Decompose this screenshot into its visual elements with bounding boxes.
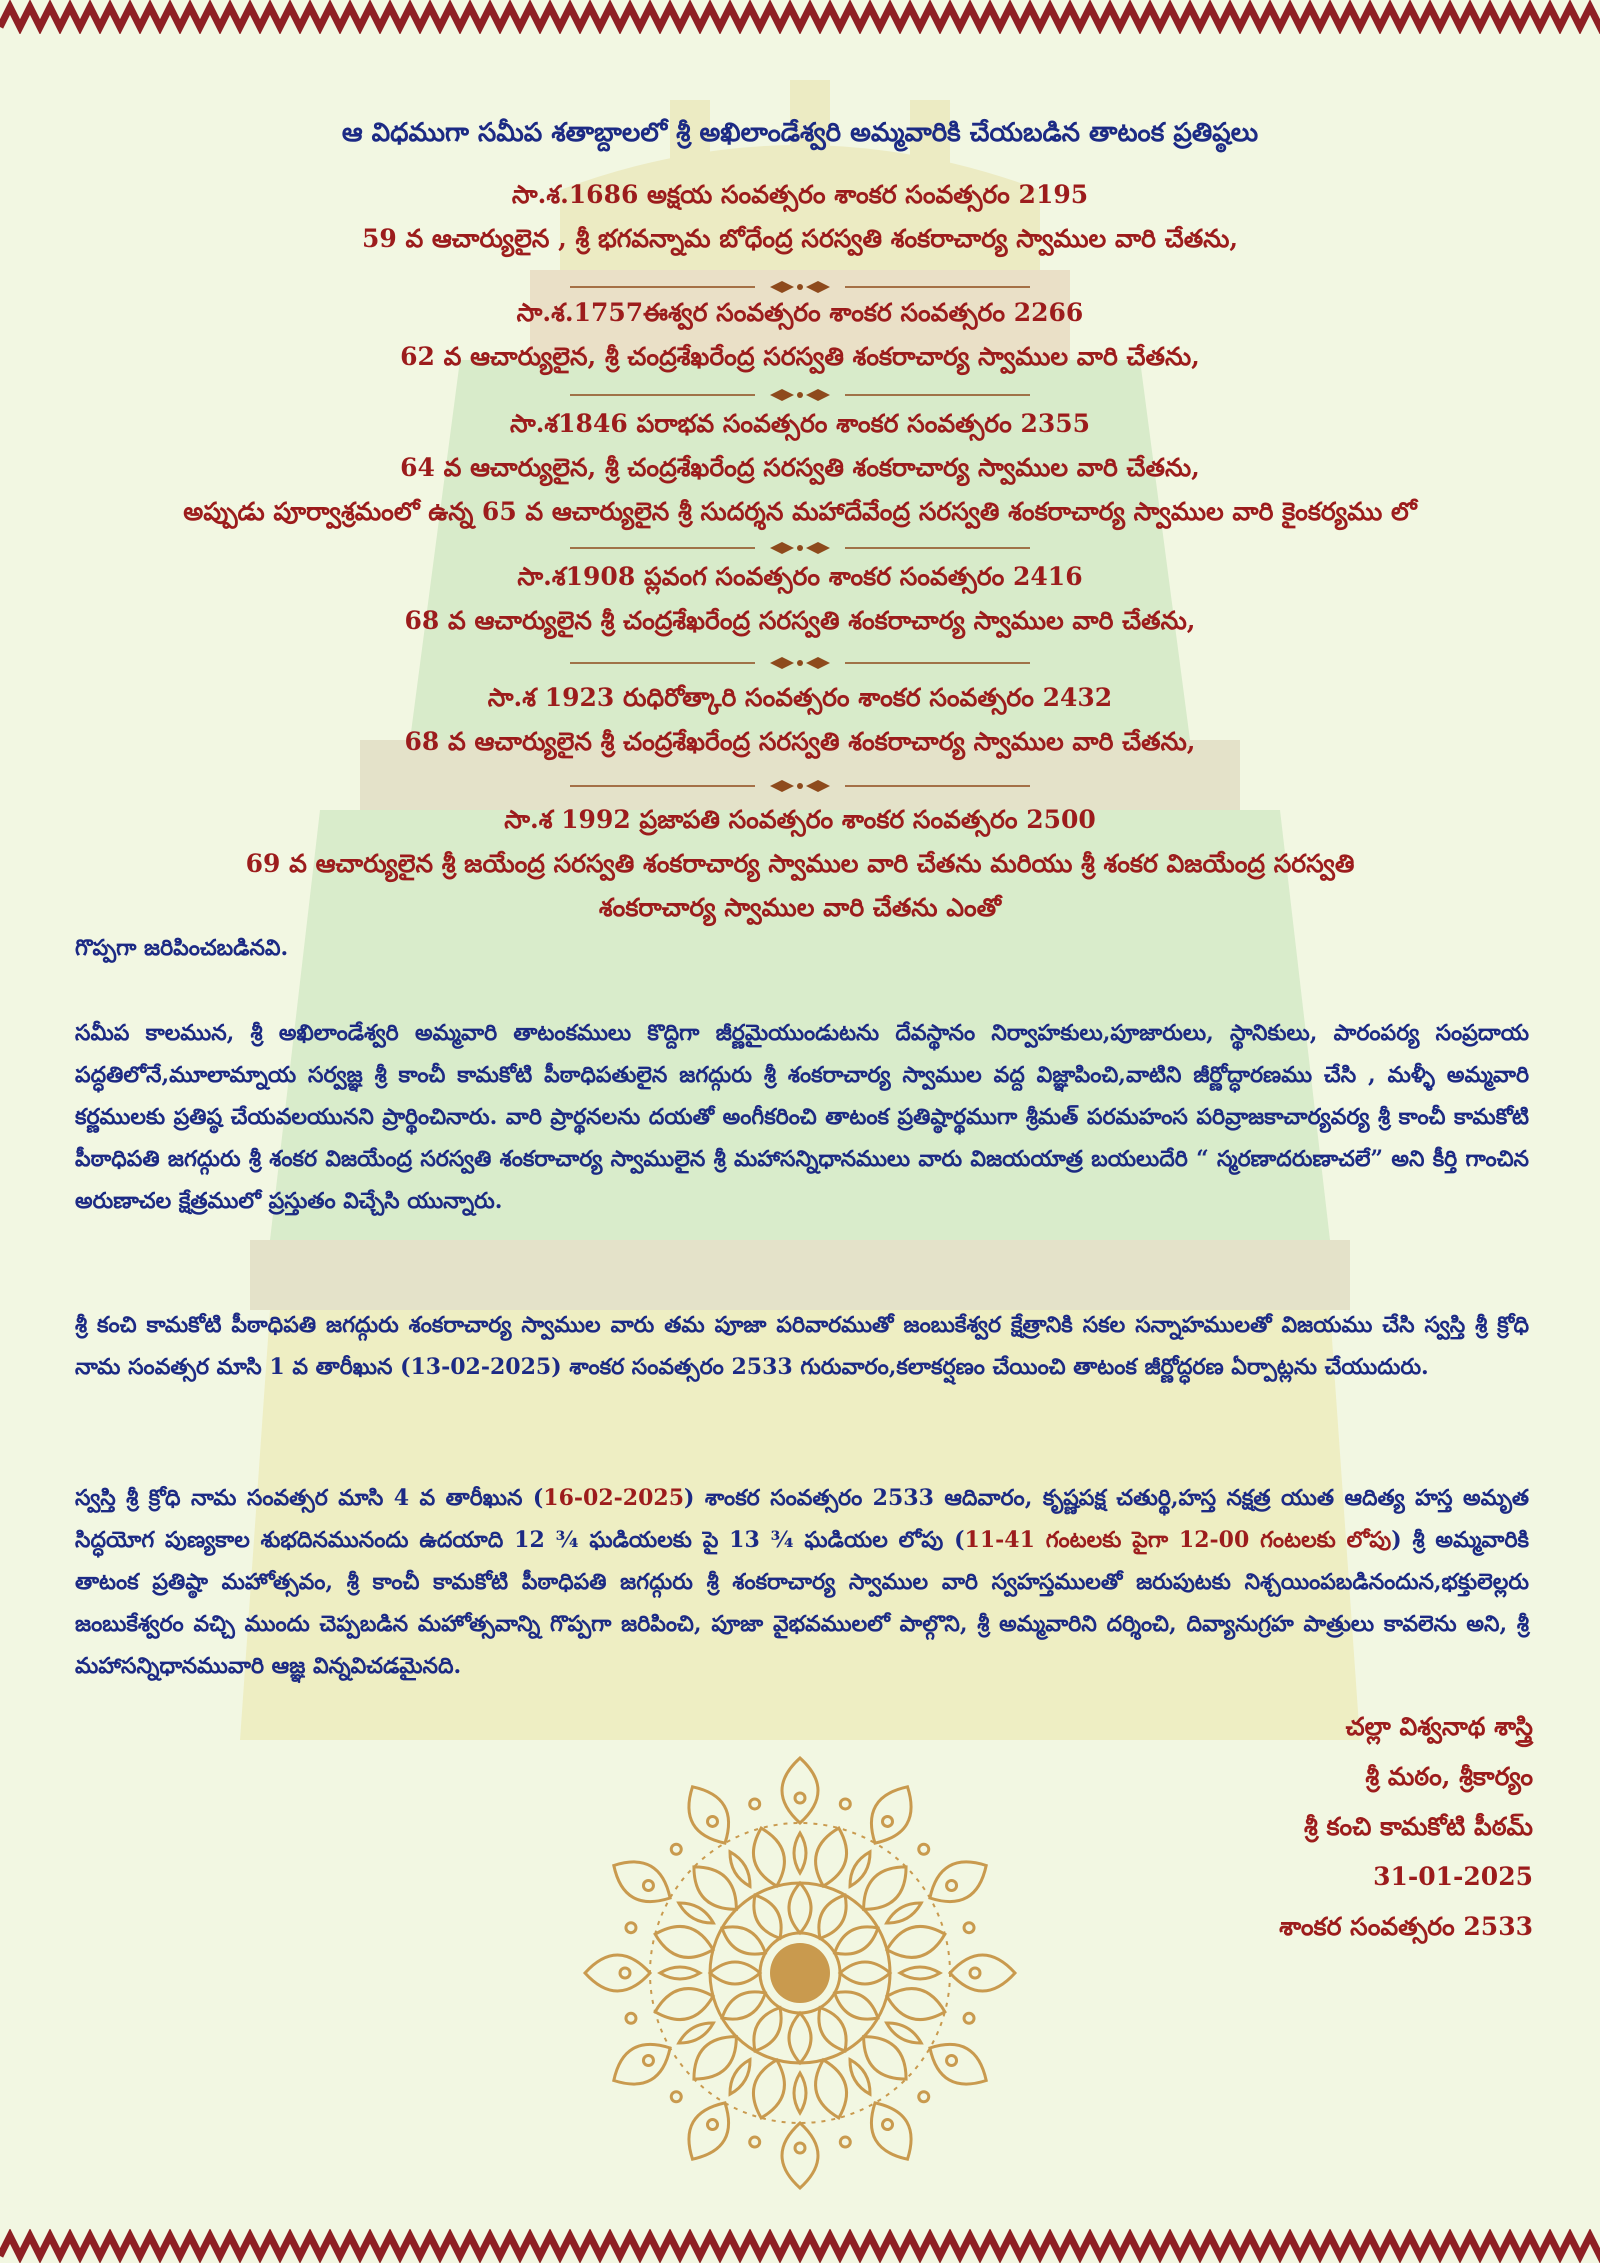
document-heading: ఆ విధముగా సమీప శతాబ్దాలలో శ్రీ అఖిలాండేశ్వరి అమ్మవారికి చేయబడిన తాటంక ప్రతిష్ఠలు [341, 118, 1259, 148]
event-text-line: 62 వ ఆచార్యులైన, శ్రీ చంద్రశేఖరేంద్ర సరస్వతి శంకరాచార్య స్వాముల వారి చేతను, [400, 342, 1200, 371]
event-6 [0, 798, 1600, 930]
ornamental-divider [570, 388, 1030, 402]
mandala-icon [575, 1748, 1025, 2198]
event-1 [0, 173, 1600, 261]
ceremony-text: ) శాంకర సంవత్సరం 2533 ఆదివారం, కృష్ణపక్ష చతుర్థి,హస్త నక్షత్ర యుత ఆదిత్య హస్త అమృత సిద్ధయోగ పుణ్యకాల శుభదినమునందు ఉదయాది 12 ¾ ఘడియలకు పై 13 ¾ ఘడియల లోపు ( [75, 1485, 1529, 1553]
signatory-institution: శ్రీ కంచి కామకోటి పీఠమ్ [1304, 1812, 1533, 1841]
event-date-line: సా.శ 1992 ప్రజాపతి సంవత్సరం శాంకర సంవత్సరం 2500 [504, 805, 1096, 834]
ornamental-divider [570, 779, 1030, 793]
event-3 [0, 402, 1600, 534]
bottom-zigzag-border [0, 2229, 1600, 2263]
event-date-line: సా.శ.1757ఈశ్వర సంవత్సరం శాంకర సంవత్సరం 2266 [516, 298, 1084, 327]
ceremony-date: 16-02-2025 [543, 1485, 685, 1511]
event-date-line: సా.శ.1686 అక్షయ సంవత్సరం శాంకర సంవత్సరం 2195 [511, 180, 1089, 209]
ceremony-text: స్వస్తి శ్రీ క్రోధి నామ సంవత్సర మాసి 4 వ తారీఖున ( [75, 1485, 544, 1511]
signature-era: శాంకర సంవత్సరం 2533 [1279, 1912, 1533, 1941]
top-zigzag-border [0, 0, 1600, 34]
event-text-line: 64 వ ఆచార్యులైన, శ్రీ చంద్రశేఖరేంద్ర సరస్వతి శంకరాచార్య స్వాముల వారి చేతను, [400, 453, 1200, 482]
event-text-line: అప్పుడు పూర్వాశ్రమంలో ఉన్న 65 వ ఆచార్యులైన శ్రీ సుదర్శన మహాదేవేంద్ర సరస్వతి శంకరాచార్య స్వాముల వారి కైంకర్యము లో [183, 497, 1417, 526]
event-text-line: 59 వ ఆచార్యులైన , శ్రీ భగవన్నామ బోధేంద్ర సరస్వతి శంకరాచార్య స్వాముల వారి చేతను, [361, 224, 1239, 253]
signatory-office: శ్రీ మఠం, శ్రీకార్యం [1365, 1762, 1533, 1791]
paragraph-request: సమీప కాలమున, శ్రీ అఖిలాండేశ్వరి అమ్మవారి తాటంకములు కొద్దిగా జీర్ణమైయుండుటను దేవస్థానం నిర్వాహకులు,పూజారులు, స్థానికులు, పారంపర్య సంప్రదాయ పద్ధతిలోనే,మూలామ్నాయ సర్వజ్ఞ శ్రీ కాంచీ కామకోటి పీఠాధిపతులైన జగద్గురు శ్రీ శంకరాచార్య స్వాముల వద్ద విజ్ఞాపించి,వాటిని జీర్ణోద్ధారణము చేసి , మళ్ళీ అమ్మవారి కర్ణములకు ప్రతిష్ఠ చేయవలయునని ప్రార్థించినారు. వారి ప్రార్థనలను దయతో అంగీకరించి తాటంక ప్రతిష్ఠార్థముగా శ్రీమత్ పరమహంస పరివ్రాజకాచార్యవర్య శ్రీ కాంచీ కామకోటి పీఠాధిపతి జగద్గురు శ్రీ శంకర విజయేంద్ర సరస్వతి శంకరాచార్య స్వాములైన శ్రీ మహాసన్నిధానములు వారు విజయయాత్ర బయలుదేరి “ స్మరణాదరుణాచలే” అని కీర్తి గాంచిన అరుణాచల క్షేత్రములో ప్రస్తుతం విచ్చేసి యున్నారు. [75, 1020, 1529, 1214]
ceremony-time: 11-41 గంటలకు పైగా 12-00 గంటలకు లోపు [964, 1527, 1392, 1553]
paragraph-ceremony [75, 1477, 1529, 1687]
signature-block [1279, 1702, 1533, 1952]
event-text-line: 69 వ ఆచార్యులైన శ్రీ జయేంద్ర సరస్వతి శంకరాచార్య స్వాముల వారి చేతను మరియు శ్రీ శంకర విజయేంద్ర సరస్వతి [245, 849, 1355, 878]
ornamental-divider [570, 541, 1030, 555]
event-date-line: సా.శ 1923 రుధిరోత్కారి సంవత్సరం శాంకర సంవత్సరం 2432 [487, 683, 1113, 712]
paragraph-arrangements: శ్రీ కంచి కామకోటి పీఠాధిపతి జగద్గురు శంకరాచార్య స్వాముల వారు తమ పూజా పరివారముతో జంబుకేశ్వర క్షేత్రానికి సకల సన్నాహములతో విజయము చేసి స్వస్తి శ్రీ క్రోధి నామ సంవత్సర మాసి 1 వ తారీఖున (13-02-2025) శాంకర సంవత్సరం 2533 గురువారం,కలాకర్షణం చేయించి తాటంక జీర్ణోద్ధరణ ఏర్పాట్లను చేయుదురు. [75, 1312, 1529, 1380]
signatory-name: చల్లా విశ్వనాథ శాస్త్రి [1345, 1712, 1533, 1741]
ornamental-divider [570, 656, 1030, 670]
event-text-line: 68 వ ఆచార్యులైన శ్రీ చంద్రశేఖరేంద్ర సరస్వతి శంకరాచార్య స్వాముల వారి చేతను, [404, 727, 1196, 756]
signature-date: 31-01-2025 [1373, 1862, 1533, 1891]
event-text-line: 68 వ ఆచార్యులైన శ్రీ చంద్రశేఖరేంద్ర సరస్వతి శంకరాచార్య స్వాముల వారి చేతను, [404, 606, 1196, 635]
event-date-line: సా.శ1908 ప్లవంగ సంవత్సరం శాంకర సంవత్సరం 2416 [517, 562, 1083, 591]
event-4 [0, 555, 1600, 643]
event-2 [0, 291, 1600, 379]
ceremony-text: ) శ్రీ అమ్మవారికి తాటంక ప్రతిష్ఠా మహోత్సవం, శ్రీ కాంచీ కామకోటి పీఠాధిపతి జగద్గురు శ్రీ శంకరాచార్య స్వాముల వారి స్వహస్తములతో జరుపుటకు నిశ్చయింపబడినందున,భక్తులెల్లరు జంబుకేశ్వరం వచ్చి ముందు చెప్పబడిన మహోత్సవాన్ని గొప్పగా జరిపించి, పూజా వైభవములలో పాల్గొని, శ్రీ అమ్మవారిని దర్శించి, దివ్యానుగ్రహ పాత్రులు కావలెను అని, శ్రీ మహాసన్నిధానమువారి ఆజ్ఞ విన్నవిచడమైనది. [75, 1527, 1530, 1679]
closing-line: గొప్పగా జరిపించబడినవి. [75, 935, 289, 961]
event-text-line: శంకరాచార్య స్వాముల వారి చేతను ఎంతో [598, 893, 1002, 922]
event-5 [0, 676, 1600, 764]
event-date-line: సా.శ1846 పరాభవ సంవత్సరం శాంకర సంవత్సరం 2355 [509, 409, 1091, 438]
